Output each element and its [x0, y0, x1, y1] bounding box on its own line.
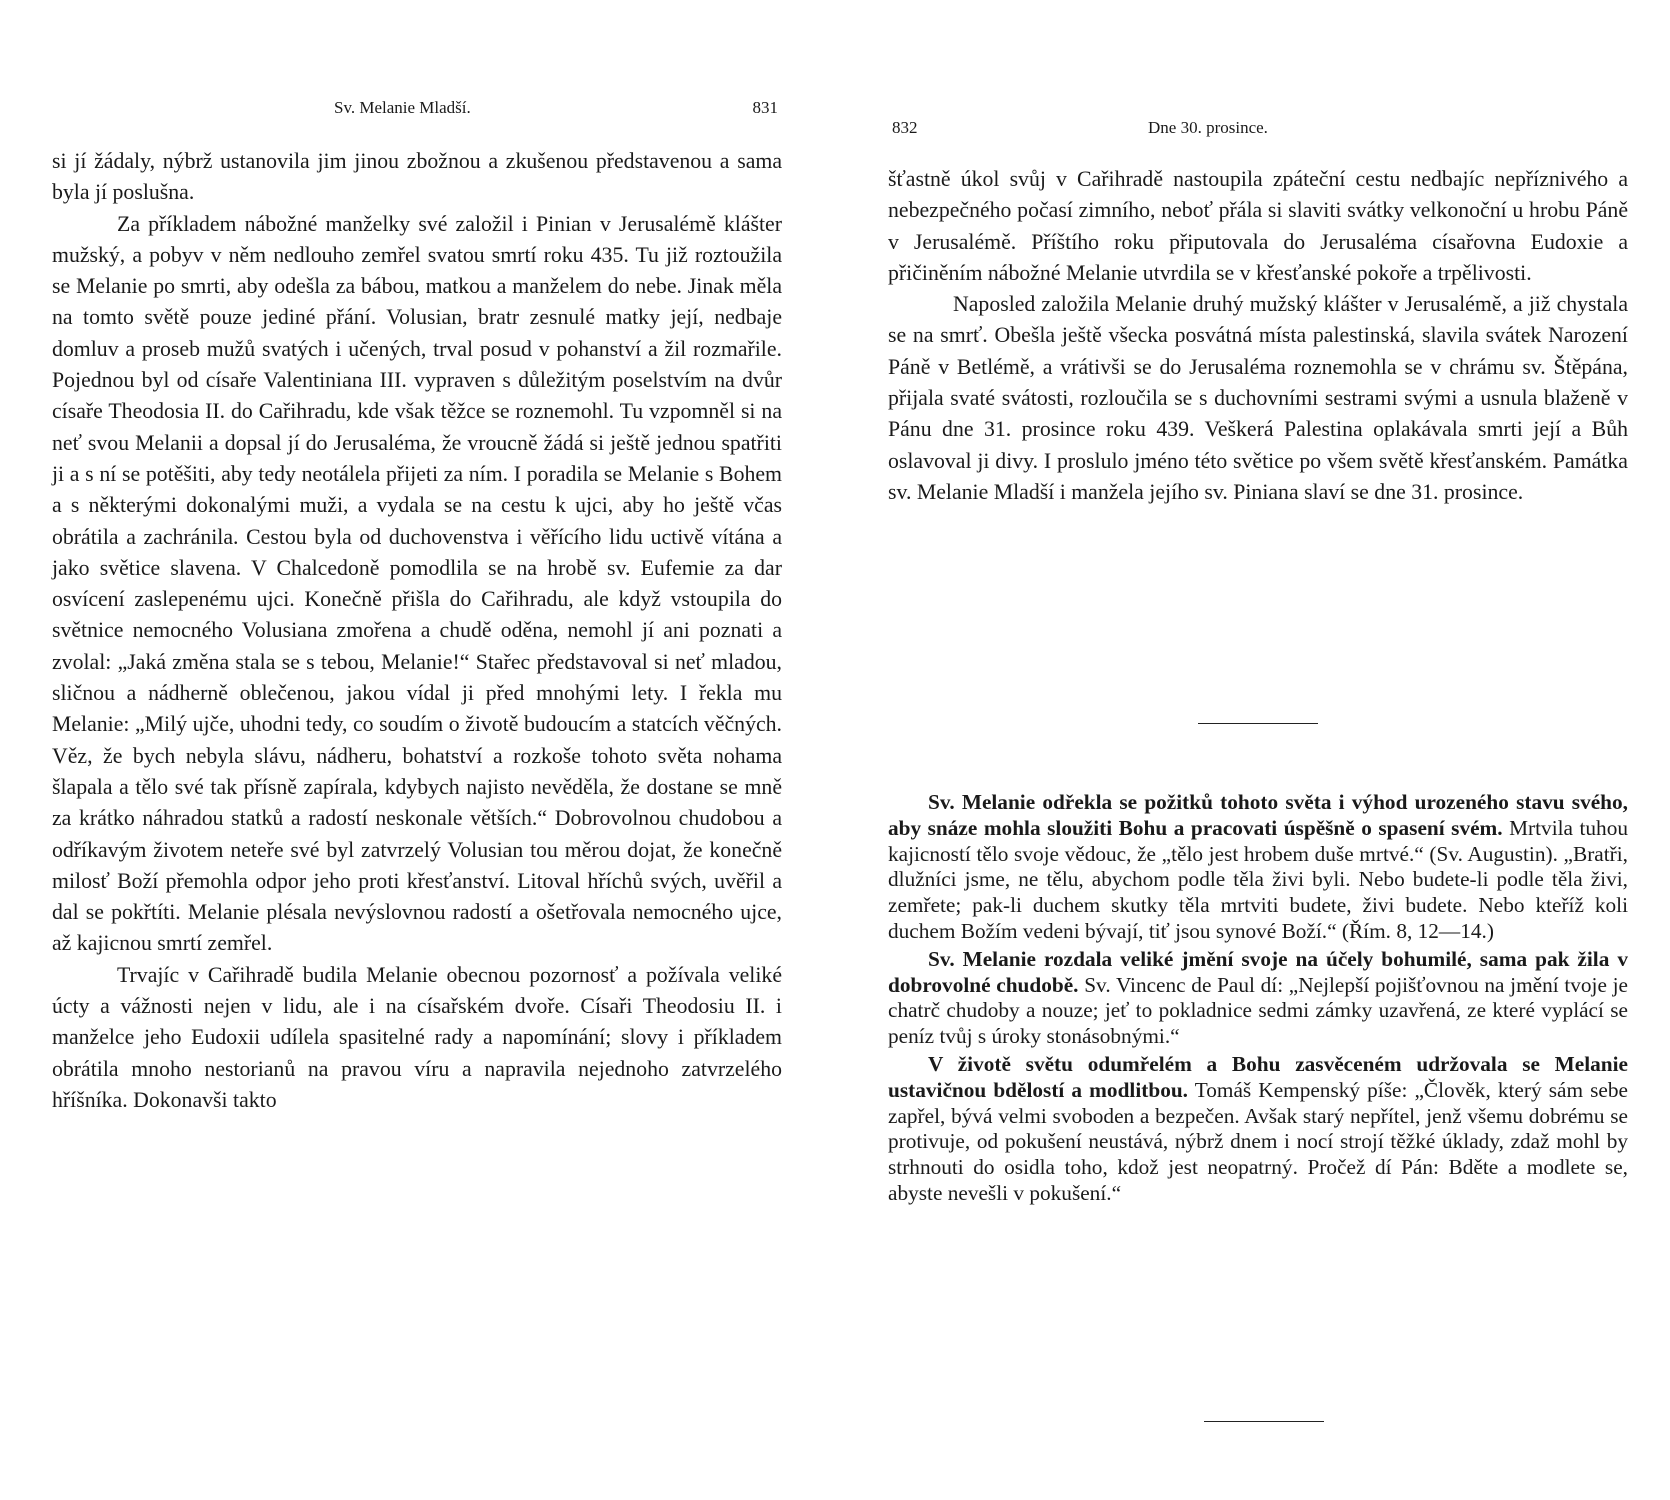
left-paragraph-3: Trvajíc v Cařihradě budila Melanie obecnou pozornosť a požívala veliké úcty a vážnosti nejen v lidu, ale i na císařském dvoře. Císaři Theodosiu II. i manželce jeho Eudoxii udílela spasitelné rady a napomínání; slovy i příkladem obrátila mnoho nestorianů na pravou víru a napravila nejednoho zatvrzelého hříšníka. Dokonavši takto: [52, 962, 782, 1112]
left-page: [52, 0, 782, 1500]
left-running-title: Sv. Melanie Mladší.: [334, 98, 471, 117]
reflection-3-text: Tomáš Kempenský píše: „Člověk, který sám sebe zapřel, bývá velmi svoboden a bezpečen. Avšak starý nepřítel, jenž všemu dobrému se protivuje, od pokušení neustává, nýbrž dnem i nocí strojí těžké úklady, zdaž mohl by strhnouti do osidla toho, kdož jest neopatrný. Pročež dí Pán: Bděte a modlete se, abyste nevešli v pokušení.“: [888, 1077, 1628, 1205]
reflection-2-text: Sv. Vincenc de Paul dí: „Nejlepší pojišťovnou na jmění tvoje je chatrč chudoby a nouze; jeť to pokladnice sedmi zámky uzavřená, ze které vyplácí se peníz tvůj s úroky stonásobnými.“: [888, 972, 1628, 1049]
left-paragraph-1: si jí žádaly, nýbrž ustanovila jim jinou zbožnou a zkušenou představenou a sama byla jí poslušna.: [52, 149, 782, 205]
right-body-text: [888, 164, 1628, 508]
reflection-paragraph-3: [888, 1052, 1628, 1207]
right-page: [888, 0, 1628, 1500]
reflection-1-lead: Sv. Melanie odřekla se požitků tohoto světa i výhod urozeného stavu svého, aby snáze mohla sloužiti Bohu a pracovati úspěšně o spasení svém.: [888, 790, 1628, 840]
section-divider-bottom: [1204, 1421, 1324, 1422]
section-divider-top: [1198, 723, 1318, 724]
reflection-3-lead: V životě světu odumřelém a Bohu zasvěceném udržovala se Melanie ustavičnou bdělostí a modlitbou.: [888, 1051, 1628, 1102]
right-page-number: 832: [892, 118, 918, 137]
right-paragraph-1: šťastně úkol svůj v Cařihradě nastoupila zpáteční cestu nedbajíc nepříznivého a nebezpečného počasí zimního, neboť přála si slaviti svátky velkonoční u hrobu Páně v Jerusalémě. Příštího roku připutovala do Jerusaléma císařovna Eudoxie a přičiněním nábožné Melanie utvrdila se v křesťanské pokoře a trpělivosti.: [888, 167, 1628, 285]
right-running-head: [888, 98, 1628, 137]
right-running-title: Dne 30. prosince.: [1148, 118, 1268, 137]
reflection-section: [888, 790, 1628, 1209]
reflection-2-lead: Sv. Melanie rozdala veliké jmění svoje na účely bohumilé, sama pak žila v dobrovolné chudobě.: [888, 946, 1628, 997]
left-running-head: [52, 98, 782, 128]
reflection-paragraph-1: [888, 790, 1628, 945]
left-page-number: 831: [752, 98, 778, 117]
reflection-paragraph-2: [888, 947, 1628, 1050]
reflection-1-text: Mrtvila tuhou kajicností tělo svoje vědouc, že „tělo jest hrobem duše mrtvé.“ (Sv. Augustin). „Bratři, dlužníci jsme, ne tělu, abychom podle těla živi byli. Nebo budete-li podle těla živi, zemřete; pak-li duchem skutky těla mrtviti budete, živi budete. Nebo kteříž koli duchem Božím vedeni bývají, tiť jsou synové Boží.“ (Řím. 8, 12—14.): [888, 815, 1628, 943]
left-body-text: [52, 146, 782, 1116]
right-paragraph-2: Naposled založila Melanie druhý mužský klášter v Jerusalémě, a již chystala se na smrť. Obešla ještě všecka posvátná místa palestinská, slavila svátek Narození Páně v Betlémě, a vrátivši se do Jerusaléma roznemohla se v chrámu sv. Štěpána, přijala svaté svátosti, rozloučila se s duchovními sestrami svými a usnula blaženě v Pánu dne 31. prosince roku 439. Veškerá Palestina oplakávala smrti její a Bůh oslavoval ji divy. I proslulo jméno této světice po všem světě křesťanském. Památka sv. Melanie Mladší i manžela jejího sv. Piniana slaví se dne 31. prosince.: [888, 292, 1628, 504]
left-paragraph-2: Za příkladem nábožné manželky své založil i Pinian v Jerusalémě klášter mužský, a pobyv v něm nedlouho zemřel svatou smrtí roku 435. Tu již roztoužila se Melanie po smrti, aby odešla za bábou, matkou a manželem do nebe. Jinak měla na tomto světě pouze jediné přání. Volusian, bratr zesnulé matky její, nedbaje domluv a proseb mužů svatých i učených, trval posud v pohanství a žil rozmařile. Pojednou byl od císaře Valentiniana III. vypraven s důležitým poselstvím na dvůr císaře Theodosia II. do Cařihradu, kde však těžce se roznemohl. Tu vzpomněl si na neť svou Melanii a dopsal jí do Jerusaléma, že vroucně žádá si ještě jednou spatřiti ji a s ní se potěšiti, aby tedy neotálela přijeti za ním. I poradila se Melanie s Bohem a s některými dokonalými muži, a vydala se na cestu k ujci, aby ho ještě včas obrátila a zachránila. Cestou byla od duchovenstva i věřícího lidu uctivě vítána a jako světice slavena. V Chalcedoně pomodlila se na hrobě sv. Eufemie za dar osvícení zaslepenému ujci. Konečně přišla do Cařihradu, ale když vstoupila do světnice nemocného Volusiana zmořena a chudě oděna, nemohl jí ani poznati a zvolal: „Jaká změna stala se s tebou, Melanie!“ Stařec představoval si neť mladou, sličnou a nádherně oblečenou, jakou vídal ji před mnohými lety. I řekla mu Melanie: „Milý ujče, uhodni tedy, co soudím o životě budoucím a statcích věčných. Věz, že bych nebyla slávu, nádheru, bohatství a rozkoše tohoto světa nohama šlapala a tělo své tak přísně zapírala, kdybych najisto nevěděla, že dostane se mně za krátko náhradou statků a radostí neskonale větších.“ Dobrovolnou chudobou a odříkavým životem neteře své byl zatvrzelý Volusian tou měrou dojat, že konečně milosť Boží přemohla odpor jeho proti křesťanství. Litoval hříchů svých, uvěřil a dal se pokřtíti. Melanie plésala nevýslovnou radostí a ošetřovala nemocného ujce, až kajicnou smrtí zemřel.: [52, 211, 782, 956]
